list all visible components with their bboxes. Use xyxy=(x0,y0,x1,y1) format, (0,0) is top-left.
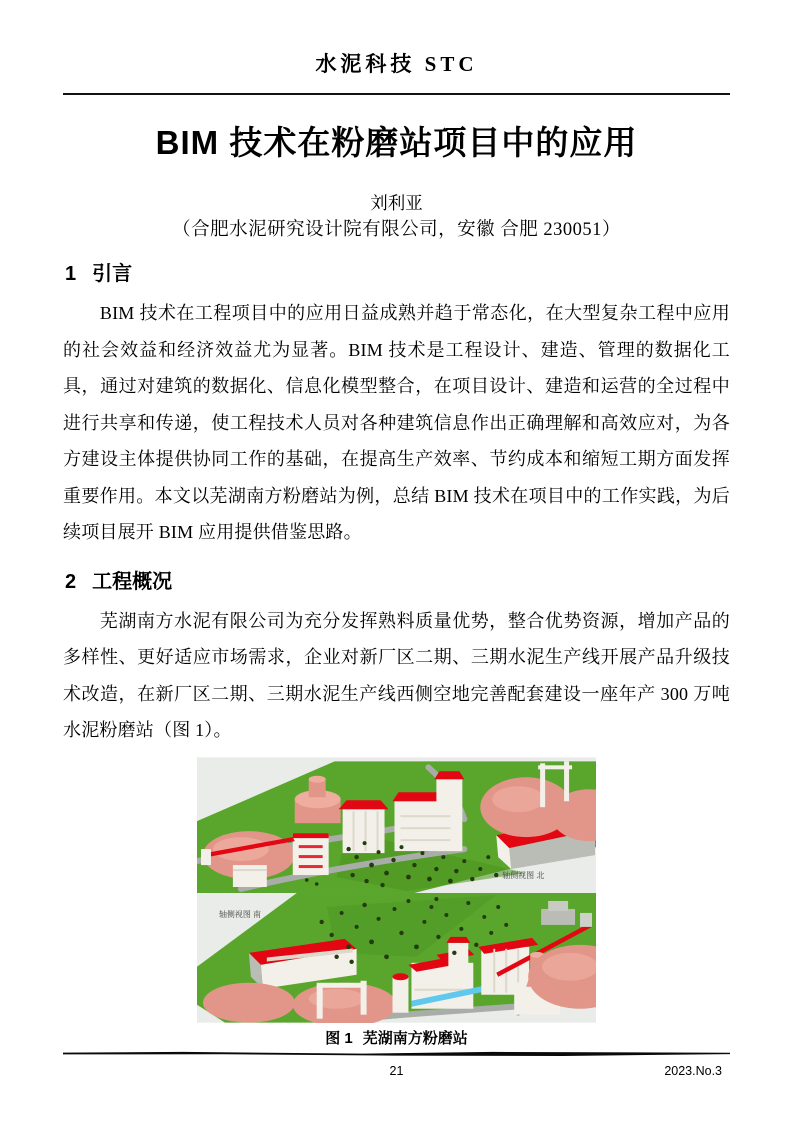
section-2-heading xyxy=(65,568,730,596)
south-pylon-beam xyxy=(317,982,367,987)
north-frame-beam xyxy=(538,765,572,769)
section-2-paragraph: 芜湖南方水泥有限公司为充分发挥熟料质量优势，整合优势资源，增加产品的多样性、更好适应市场需求，企业对新厂区二期、三期水泥生产线开展产品升级技术改造，在新厂区二期、三期水泥生产线西侧空地完善配套建设一座年产 300 万吨水泥粉磨站（图 1）。 xyxy=(63,610,730,740)
figure-1-caption-text: 芜湖南方粉磨站 xyxy=(362,1029,468,1047)
south-gray-building-1 xyxy=(541,908,575,924)
south-mill-tower xyxy=(448,942,468,970)
section-1-heading xyxy=(65,260,730,288)
north-packing-roof xyxy=(293,833,329,838)
north-dome-right-1-highlight xyxy=(492,786,544,812)
north-small-building xyxy=(233,865,267,887)
journal-title: 水泥科技 STC xyxy=(63,50,730,95)
south-silo-line-1 xyxy=(493,948,495,992)
issue-number: 2023.No.3 xyxy=(664,1064,722,1078)
north-packing-stripe-3 xyxy=(299,865,323,868)
section-2-number: 2 xyxy=(65,570,77,593)
view-label-south: 轴侧视图 南 xyxy=(218,909,262,919)
north-mill-tower-roof xyxy=(434,771,464,779)
north-silo-line-1 xyxy=(353,811,355,851)
footer-rule xyxy=(63,1051,730,1057)
figure-1-image xyxy=(197,757,596,1023)
north-silo-line-2 xyxy=(365,811,367,851)
view-label-north: 轴侧视图 北 xyxy=(502,870,545,880)
north-small-building-band xyxy=(233,869,267,871)
figure-1-caption-label: 图 1 xyxy=(325,1029,353,1047)
south-white-silo xyxy=(393,976,409,1012)
south-gray-tower xyxy=(580,912,592,926)
north-pink-silo-cap-top xyxy=(309,775,326,782)
north-packing-stripe-1 xyxy=(299,845,323,848)
south-dome-right-highlight xyxy=(542,952,596,980)
north-silo-line-3 xyxy=(377,811,379,851)
north-mill-window-band-3 xyxy=(400,839,450,841)
page-footer xyxy=(63,1044,730,1084)
north-silo-row-roof xyxy=(339,800,389,809)
south-dome-left-1 xyxy=(203,982,295,1022)
footer-row xyxy=(63,1064,730,1084)
figure-1 xyxy=(197,757,596,1023)
south-gray-building-2 xyxy=(548,900,568,910)
south-mill-tower-roof xyxy=(446,936,470,942)
north-frame-post-1 xyxy=(540,763,545,807)
section-1-paragraph: BIM 技术在工程项目中的应用日益成熟并趋于常态化，在大型复杂工程中应用的社会效益和经济效益尤为显著。BIM 技术是工程设计、建造、管理的数据化工具，通过对建筑的数据化、信息化模型整合，在项目设计、建造和运营的全过程中进行共享和传递，使工程技术人员对各种建筑信息作出正确理解和高效应对，为各方建设主体提供协同工作的基础，在提高生产效率、节约成本和缩短工期方面发挥重要作用。本文以芜湖南方粉磨站为例，总结 BIM 技术在项目中的工作实践，为后续项目展开 BIM 应用提供借鉴思路。 xyxy=(63,303,730,542)
author-affiliation: （合肥水泥研究设计院有限公司，安徽 合肥 230051） xyxy=(172,220,621,240)
north-packing-building xyxy=(293,833,329,875)
article-title: BIM 技术在粉磨站项目中的应用 xyxy=(155,124,638,161)
north-conveyor-head xyxy=(201,849,211,865)
south-pylon-post-1 xyxy=(317,984,323,1018)
author-name: 刘利亚 xyxy=(370,193,423,213)
north-packing-stripe-2 xyxy=(299,855,323,858)
section-1-title: 引言 xyxy=(92,263,133,285)
page-number: 21 xyxy=(389,1064,404,1078)
section-1-number: 1 xyxy=(65,263,77,285)
south-white-silo-cap xyxy=(393,973,409,980)
north-mill-window-band-2 xyxy=(400,827,450,829)
north-mill-window-band-1 xyxy=(400,815,450,817)
section-2-title: 工程概况 xyxy=(92,570,173,593)
